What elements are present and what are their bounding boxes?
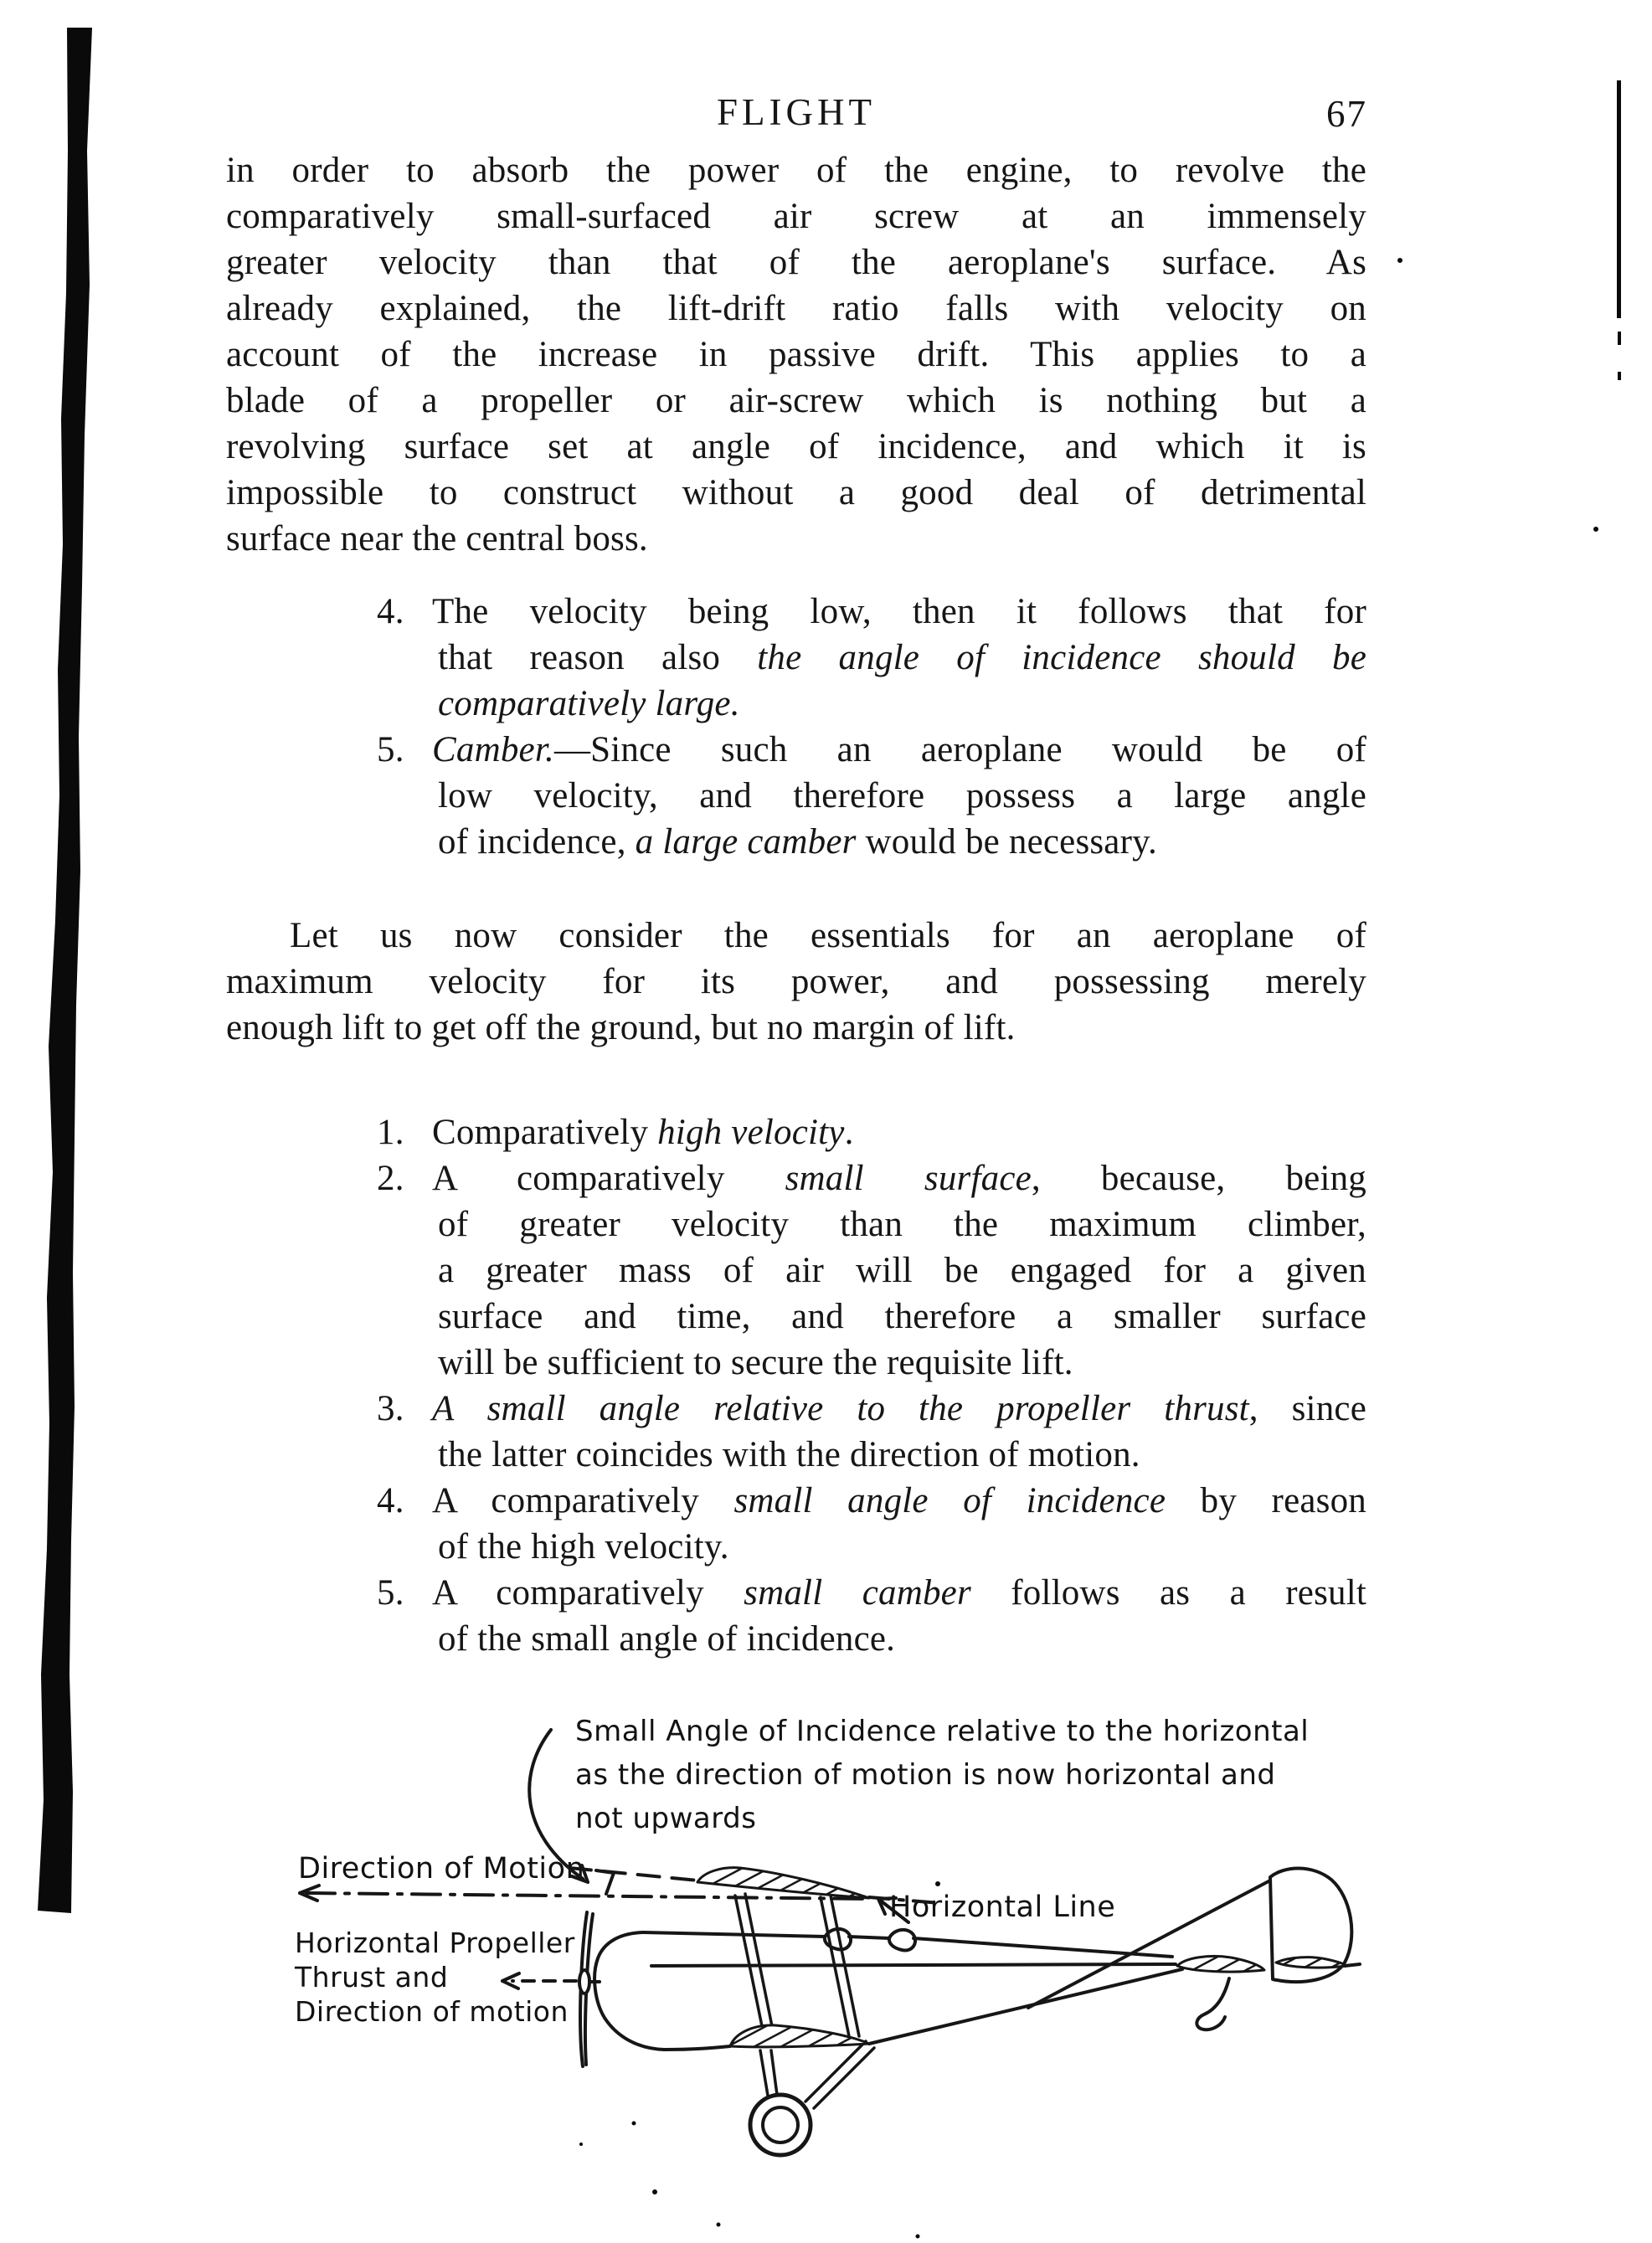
wheel-outer bbox=[750, 2095, 811, 2155]
list-item-number: 2. bbox=[377, 1159, 404, 1198]
tail-fin bbox=[1270, 1868, 1351, 1982]
text-line: surface and time, and therefore a smaller surface bbox=[438, 1297, 1366, 1336]
chord-line bbox=[569, 1868, 869, 1897]
list-item bbox=[377, 1386, 1366, 1478]
text-line: a greater mass of air will be engaged for a given bbox=[438, 1251, 1366, 1290]
list-item-number: 5. bbox=[377, 1573, 404, 1613]
text-line: not upwards bbox=[575, 1802, 757, 1835]
fuselage-bottom bbox=[664, 2046, 730, 2050]
list-high-velocity-essentials bbox=[377, 1109, 1366, 1662]
text-line: Direction of motion bbox=[295, 1995, 569, 2028]
list-item-number: 1. bbox=[377, 1113, 404, 1152]
text-line: 1. Comparatively high velocity. bbox=[377, 1109, 1366, 1155]
list-item bbox=[377, 1109, 1366, 1155]
list-item-number: 5. bbox=[377, 730, 404, 769]
label-direction-of-motion: Direction of Motion bbox=[298, 1852, 585, 1885]
text-line: of incidence, a large camber would be necessary. bbox=[438, 822, 1157, 862]
text-line: 2. A comparatively small surface, because, being bbox=[377, 1155, 1366, 1201]
text-line: comparatively small-surfaced air screw at an immensely bbox=[226, 197, 1366, 236]
text-line: low velocity, and therefore possess a large angle bbox=[438, 776, 1366, 815]
angle-tick bbox=[596, 1870, 614, 1894]
list-item-number: 4. bbox=[377, 592, 404, 631]
page-number: 67 bbox=[1326, 93, 1367, 135]
running-title: FLIGHT bbox=[717, 91, 876, 133]
thrust-line bbox=[651, 1964, 1176, 1966]
scan-line-right bbox=[1617, 80, 1621, 318]
text-line: that reason also the angle of incidence should be bbox=[438, 638, 1366, 677]
fuselage-nose bbox=[594, 1932, 664, 2050]
landing-gear bbox=[760, 2041, 874, 2108]
scan-gutter-band bbox=[38, 28, 92, 1913]
direction-of-motion-line bbox=[306, 1893, 871, 1899]
text-line: blade of a propeller or air-screw which is nothing but a bbox=[226, 381, 1366, 420]
tail-skid bbox=[1197, 1978, 1229, 2030]
list-item-number: 4. bbox=[377, 1481, 404, 1520]
tailplane-aerofoil-right bbox=[1276, 1957, 1346, 1968]
text-line: of the small angle of incidence. bbox=[438, 1619, 896, 1659]
text-line: 5. Camber.—Since such an aeroplane would be of bbox=[377, 727, 1366, 773]
text-line: revolving surface set at angle of incidence, and which it is bbox=[226, 427, 1366, 466]
text-line: the latter coincides with the direction of motion. bbox=[438, 1435, 1140, 1474]
list-item bbox=[377, 727, 1366, 865]
propeller-blade bbox=[580, 1912, 587, 2066]
text-line: as the direction of motion is now horizontal and bbox=[575, 1758, 1276, 1792]
wheel-inner bbox=[763, 2107, 798, 2143]
diagram-annotation bbox=[575, 1710, 1309, 1840]
list-item bbox=[377, 1155, 1366, 1386]
tail-boom-bottom bbox=[869, 1969, 1182, 2044]
text-line: 4. A comparatively small angle of incidence by reason bbox=[377, 1478, 1366, 1524]
text-line: 3. A small angle relative to the propeller thrust, since bbox=[377, 1386, 1366, 1432]
text-line: comparatively large. bbox=[438, 684, 740, 723]
text-line: impossible to construct without a good deal of detrimental bbox=[226, 473, 1366, 512]
fuselage-top bbox=[643, 1932, 825, 1937]
list-item bbox=[377, 1478, 1366, 1570]
text-line: Thrust and bbox=[295, 1961, 449, 1993]
paragraph-let-us-consider bbox=[226, 913, 1366, 1051]
cockpit-front bbox=[825, 1929, 851, 1950]
text-line: Let us now consider the essentials for an aeroplane of bbox=[290, 916, 1366, 955]
text-line: 5. A comparatively small camber follows as a result bbox=[377, 1570, 1366, 1616]
text-line: surface near the central boss. bbox=[226, 519, 648, 558]
text-line: will be sufficient to secure the requisite lift. bbox=[438, 1343, 1073, 1382]
text-line: of greater velocity than the maximum climber, bbox=[438, 1205, 1366, 1244]
page-header bbox=[226, 90, 1366, 141]
cockpit-rear bbox=[889, 1930, 915, 1951]
text-line: already explained, the lift-drift ratio falls with velocity on bbox=[226, 289, 1366, 328]
text-line: account of the increase in passive drift. This applies to a bbox=[226, 335, 1366, 374]
text-line: Horizontal Propeller bbox=[295, 1927, 575, 1959]
text-line: in order to absorb the power of the engine, to revolve the bbox=[226, 151, 1366, 190]
list-item-number: 3. bbox=[377, 1389, 404, 1428]
label-propeller-thrust bbox=[295, 1926, 575, 2029]
propeller-hub bbox=[579, 1970, 589, 1993]
list-low-velocity-essentials bbox=[377, 589, 1366, 865]
lower-wing-aerofoil bbox=[730, 2025, 869, 2047]
list-item bbox=[377, 589, 1366, 727]
text-line: Small Angle of Incidence relative to the horizontal bbox=[575, 1715, 1310, 1748]
top-wing-aerofoil bbox=[697, 1868, 869, 1898]
text-line: enough lift to get off the ground, but no margin of lift. bbox=[226, 1008, 1016, 1047]
text-line: of the high velocity. bbox=[438, 1527, 729, 1566]
text-line: maximum velocity for its power, and possessing merely bbox=[226, 962, 1366, 1001]
label-horizontal-line: Horizontal Line bbox=[889, 1891, 1116, 1924]
text-line: 4. The velocity being low, then it follows that for bbox=[377, 589, 1366, 635]
list-item bbox=[377, 1570, 1366, 1662]
paragraph-continued bbox=[226, 147, 1366, 562]
wing-struts bbox=[735, 1894, 859, 2036]
tailplane-aerofoil-left bbox=[1177, 1956, 1264, 1972]
text-line: greater velocity than that of the aeroplane's surface. As bbox=[226, 243, 1366, 282]
